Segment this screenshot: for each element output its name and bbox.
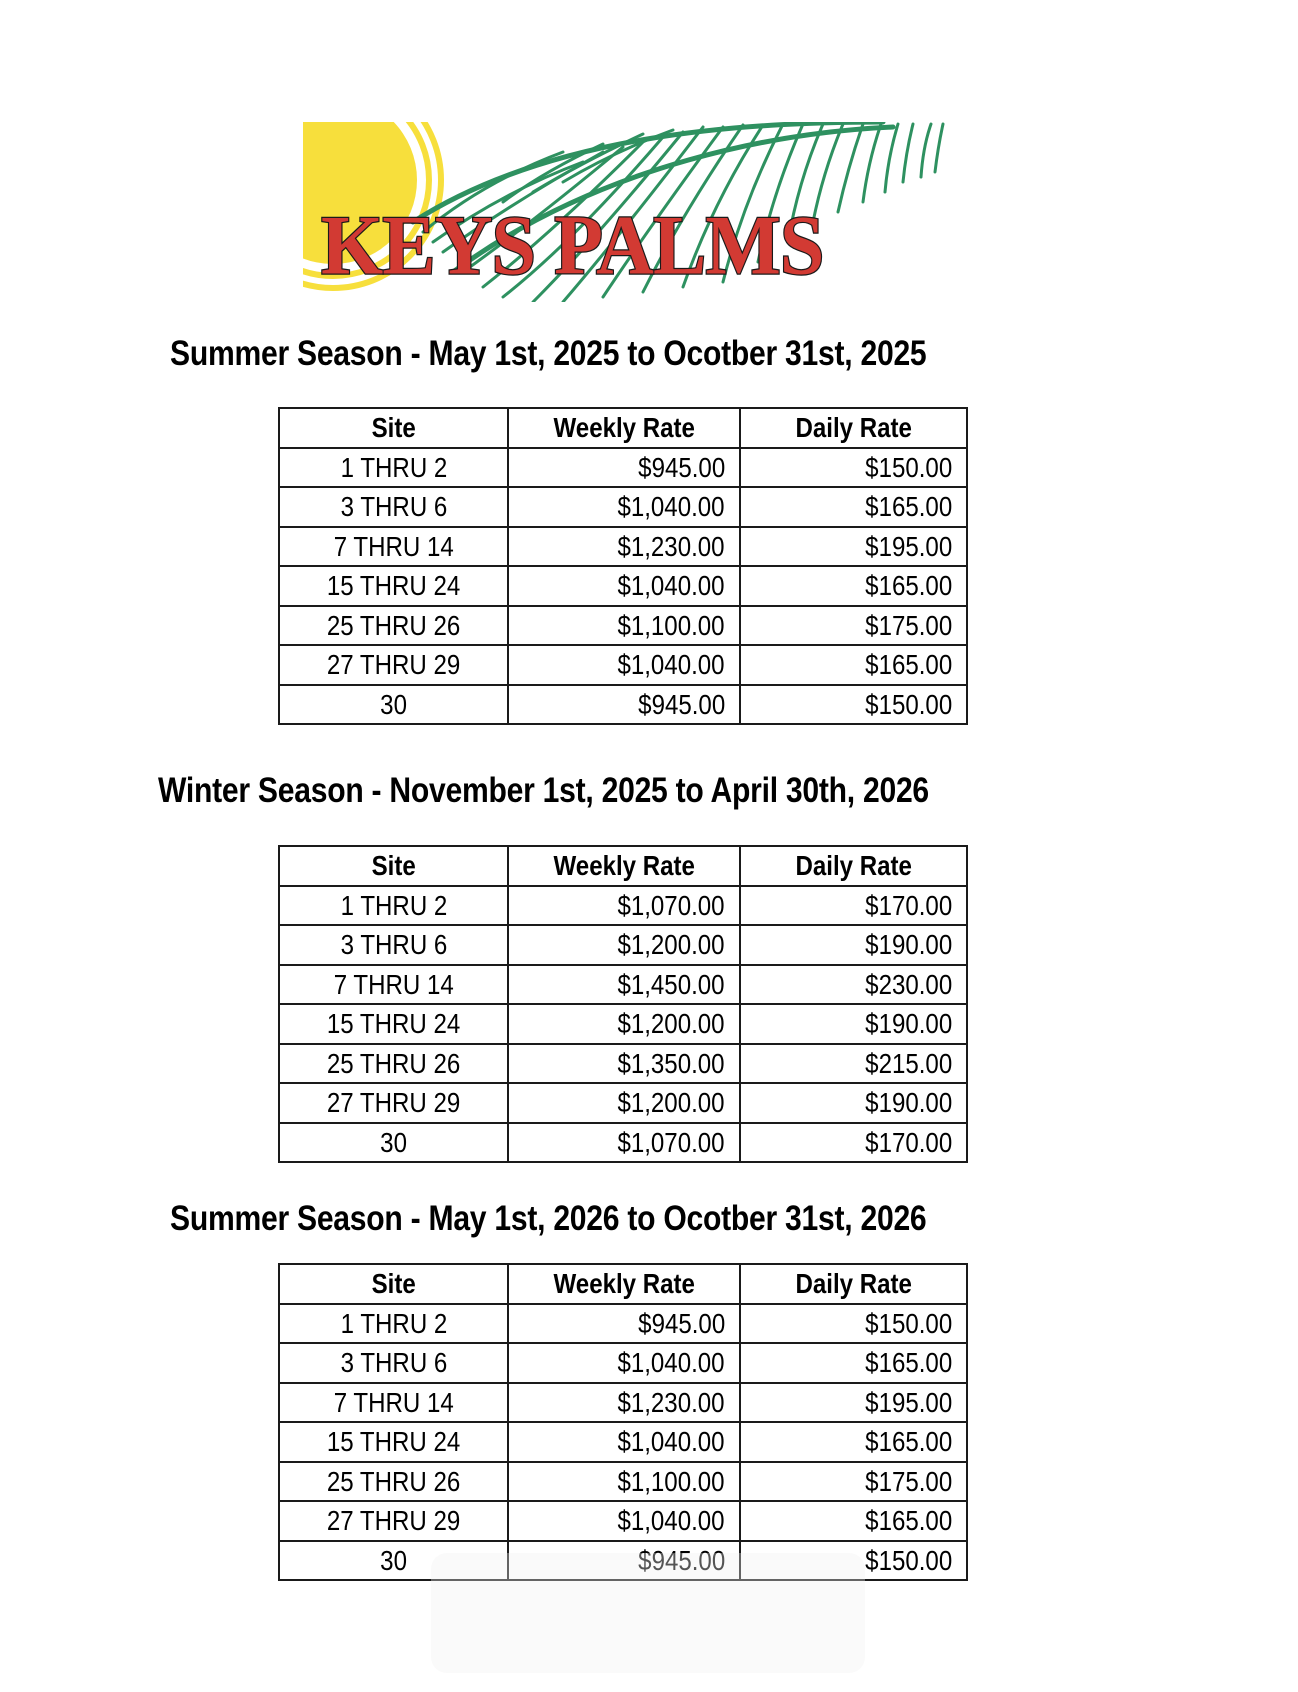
weekly-rate-cell: $1,040.00 bbox=[508, 1422, 739, 1462]
daily-rate-cell: $150.00 bbox=[740, 1541, 967, 1581]
daily-rate-cell: $165.00 bbox=[740, 645, 967, 685]
table-row bbox=[279, 925, 967, 965]
table-row bbox=[279, 1304, 967, 1344]
weekly-rate-cell: $945.00 bbox=[508, 1541, 739, 1581]
daily-rate-cell: $165.00 bbox=[740, 487, 967, 527]
site-cell: 7 THRU 14 bbox=[279, 1383, 508, 1423]
weekly-rate-cell: $1,230.00 bbox=[508, 527, 739, 567]
weekly-rate-cell: $1,230.00 bbox=[508, 1383, 739, 1423]
site-cell: 3 THRU 6 bbox=[279, 487, 508, 527]
column-header-daily-rate: Daily Rate bbox=[740, 408, 967, 448]
daily-rate-cell: $175.00 bbox=[740, 1462, 967, 1502]
season-title-summer-2025: Summer Season - May 1st, 2025 to Ocotber 31st, 2025 bbox=[170, 334, 927, 373]
table-row bbox=[279, 685, 967, 725]
table-row bbox=[279, 448, 967, 488]
daily-rate-cell: $195.00 bbox=[740, 527, 967, 567]
site-cell: 3 THRU 6 bbox=[279, 1343, 508, 1383]
site-cell: 25 THRU 26 bbox=[279, 606, 508, 646]
daily-rate-cell: $150.00 bbox=[740, 448, 967, 488]
column-header-weekly-rate: Weekly Rate bbox=[508, 1264, 739, 1304]
column-header-daily-rate: Daily Rate bbox=[740, 846, 967, 886]
table-row bbox=[279, 965, 967, 1005]
site-cell: 15 THRU 24 bbox=[279, 1004, 508, 1044]
weekly-rate-cell: $1,200.00 bbox=[508, 1004, 739, 1044]
table-row bbox=[279, 645, 967, 685]
table-row bbox=[279, 527, 967, 567]
column-header-daily-rate: Daily Rate bbox=[740, 1264, 967, 1304]
faint-overlay-panel bbox=[431, 1553, 865, 1673]
daily-rate-cell: $170.00 bbox=[740, 886, 967, 926]
table-row bbox=[279, 1083, 967, 1123]
table-row bbox=[279, 1123, 967, 1163]
daily-rate-cell: $165.00 bbox=[740, 1343, 967, 1383]
daily-rate-cell: $165.00 bbox=[740, 566, 967, 606]
site-cell: 3 THRU 6 bbox=[279, 925, 508, 965]
table-row bbox=[279, 487, 967, 527]
table-header-row bbox=[279, 1264, 967, 1304]
column-header-site: Site bbox=[279, 408, 508, 448]
weekly-rate-cell: $945.00 bbox=[508, 1304, 739, 1344]
table-row bbox=[279, 1044, 967, 1084]
table-row bbox=[279, 606, 967, 646]
site-cell: 7 THRU 14 bbox=[279, 527, 508, 567]
daily-rate-cell: $215.00 bbox=[740, 1044, 967, 1084]
daily-rate-cell: $170.00 bbox=[740, 1123, 967, 1163]
weekly-rate-cell: $1,040.00 bbox=[508, 1343, 739, 1383]
daily-rate-cell: $230.00 bbox=[740, 965, 967, 1005]
table-header-row bbox=[279, 408, 967, 448]
table-row bbox=[279, 886, 967, 926]
site-cell: 1 THRU 2 bbox=[279, 886, 508, 926]
column-header-site: Site bbox=[279, 1264, 508, 1304]
table-row bbox=[279, 1383, 967, 1423]
site-cell: 27 THRU 29 bbox=[279, 645, 508, 685]
season-title-winter-2025-2026: Winter Season - November 1st, 2025 to April 30th, 2026 bbox=[158, 771, 929, 810]
site-cell: 25 THRU 26 bbox=[279, 1044, 508, 1084]
column-header-weekly-rate: Weekly Rate bbox=[508, 846, 739, 886]
keys-palms-logo bbox=[303, 122, 948, 302]
daily-rate-cell: $175.00 bbox=[740, 606, 967, 646]
weekly-rate-cell: $1,040.00 bbox=[508, 487, 739, 527]
table-row bbox=[279, 1004, 967, 1044]
daily-rate-cell: $190.00 bbox=[740, 1083, 967, 1123]
weekly-rate-cell: $1,070.00 bbox=[508, 1123, 739, 1163]
table-row bbox=[279, 1501, 967, 1541]
daily-rate-cell: $190.00 bbox=[740, 925, 967, 965]
weekly-rate-cell: $1,040.00 bbox=[508, 645, 739, 685]
table-row bbox=[279, 1462, 967, 1502]
site-cell: 30 bbox=[279, 685, 508, 725]
season-title-summer-2026: Summer Season - May 1st, 2026 to Ocotber 31st, 2026 bbox=[170, 1199, 927, 1238]
rate-table-summer-2026 bbox=[278, 1263, 968, 1581]
table-row bbox=[279, 1422, 967, 1462]
daily-rate-cell: $195.00 bbox=[740, 1383, 967, 1423]
logo-wordmark: KEYS PALMS bbox=[321, 198, 824, 293]
site-cell: 15 THRU 24 bbox=[279, 1422, 508, 1462]
weekly-rate-cell: $1,350.00 bbox=[508, 1044, 739, 1084]
weekly-rate-cell: $1,100.00 bbox=[508, 1462, 739, 1502]
weekly-rate-cell: $945.00 bbox=[508, 448, 739, 488]
weekly-rate-cell: $1,200.00 bbox=[508, 1083, 739, 1123]
site-cell: 1 THRU 2 bbox=[279, 1304, 508, 1344]
daily-rate-cell: $150.00 bbox=[740, 685, 967, 725]
site-cell: 1 THRU 2 bbox=[279, 448, 508, 488]
weekly-rate-cell: $1,100.00 bbox=[508, 606, 739, 646]
site-cell: 7 THRU 14 bbox=[279, 965, 508, 1005]
site-cell: 27 THRU 29 bbox=[279, 1501, 508, 1541]
table-row bbox=[279, 566, 967, 606]
site-cell: 27 THRU 29 bbox=[279, 1083, 508, 1123]
site-cell: 30 bbox=[279, 1541, 508, 1581]
site-cell: 15 THRU 24 bbox=[279, 566, 508, 606]
weekly-rate-cell: $1,200.00 bbox=[508, 925, 739, 965]
daily-rate-cell: $165.00 bbox=[740, 1422, 967, 1462]
daily-rate-cell: $165.00 bbox=[740, 1501, 967, 1541]
column-header-weekly-rate: Weekly Rate bbox=[508, 408, 739, 448]
weekly-rate-cell: $1,070.00 bbox=[508, 886, 739, 926]
weekly-rate-cell: $945.00 bbox=[508, 685, 739, 725]
weekly-rate-cell: $1,040.00 bbox=[508, 1501, 739, 1541]
rate-table-winter-2025-2026 bbox=[278, 845, 968, 1163]
daily-rate-cell: $150.00 bbox=[740, 1304, 967, 1344]
column-header-site: Site bbox=[279, 846, 508, 886]
rate-table-summer-2025 bbox=[278, 407, 968, 725]
table-row bbox=[279, 1343, 967, 1383]
weekly-rate-cell: $1,450.00 bbox=[508, 965, 739, 1005]
site-cell: 30 bbox=[279, 1123, 508, 1163]
table-header-row bbox=[279, 846, 967, 886]
daily-rate-cell: $190.00 bbox=[740, 1004, 967, 1044]
site-cell: 25 THRU 26 bbox=[279, 1462, 508, 1502]
weekly-rate-cell: $1,040.00 bbox=[508, 566, 739, 606]
